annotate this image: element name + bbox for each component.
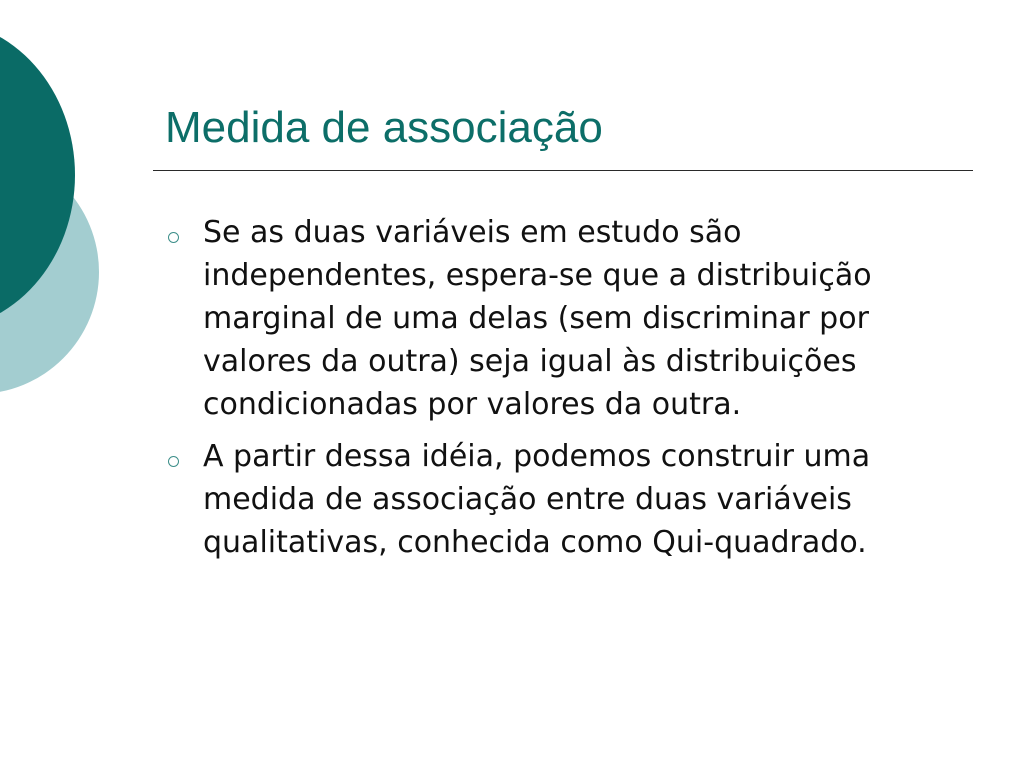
bullet-text: Se as duas variáveis em estudo são independentes, espera-se que a distribuição marginal de uma delas (sem discriminar por valores da outra) seja igual às distribuições condicionadas por valores da outra. [203,215,872,422]
slide-title: Medida de associação [165,103,603,152]
bullet-item [165,211,955,426]
bullet-text: A partir dessa idéia, podemos construir uma medida de associação entre duas variáveis qualitativas, conhecida como Qui-quadrado. [203,439,871,560]
bullet-circle-icon [168,232,179,243]
bullet-circle-icon [168,456,179,467]
bullet-item [165,435,955,564]
title-divider [153,170,973,171]
bullet-list [165,211,955,573]
